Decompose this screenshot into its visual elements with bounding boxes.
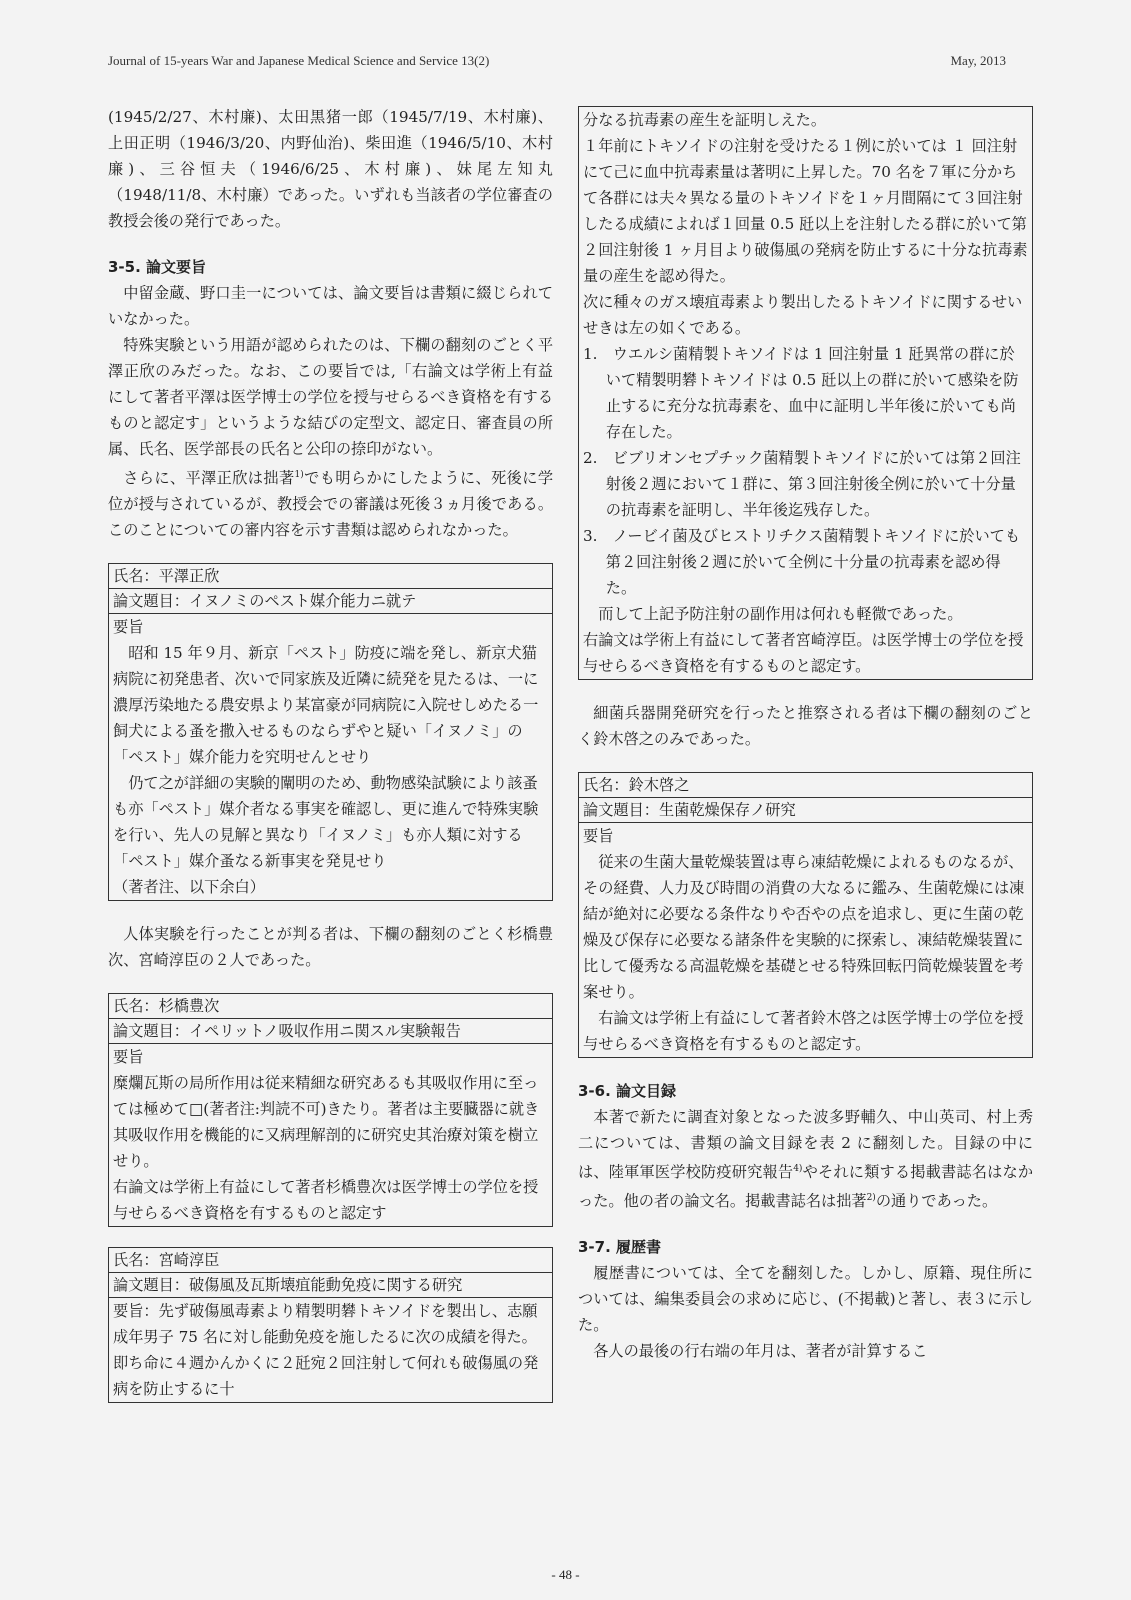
- box-label: 要旨: [113, 1048, 144, 1067]
- box-text: 昭和 15 年９月、新京「ペスト」防疫に端を発し、新京犬猫病院に初発患者、次いで同家族及近隣に続発を見たるは、一に濃厚汚染地たる農安県より某富豪が同病院に入院せしめたる一飼犬による蚤を撒入せるものならずやと疑い「イヌノミ」の「ペスト」媒介能力を究明せんとせり: [113, 644, 539, 767]
- paragraph: 各人の最後の行右端の年月は、著者が計算するこ: [593, 1342, 928, 1361]
- box-text: 右論文は学術上有益にして著者鈴木啓之は医学博士の学位を授与せらるべき資格を有するものと認定す。: [583, 1009, 1024, 1053]
- citation: 2): [866, 1193, 876, 1204]
- paragraph: 特殊実験という用語が認められたのは、下欄の翻刻のごとく平澤正欣のみだった。なお、この要旨では,「右論文は学術上有益にして著者平澤は医学博士の学位を授与せらるべき資格を有するものと認定す」というような結びの定型文、認定日、審査員の所属、氏名、医学部長の氏名と公印の捺印がない。: [108, 336, 553, 458]
- citation: 4): [793, 1164, 803, 1174]
- right-column: [578, 106, 1033, 1364]
- paragraph: さらに、平澤正欣は拙著$^{1)}$でも明らかにしたように、死後に学位が授与されているが、教授会での審議は死後３ヵ月後である。このことについての審内容を示す書類は認められなかった。: [108, 469, 554, 540]
- paragraph: 人体実験を行ったことが判る者は、下欄の翻刻のごとく杉橋豊次、宮崎淳臣の２人であった。: [108, 925, 553, 970]
- section-heading-3-7: 3-7. 履歴書: [578, 1238, 662, 1257]
- abstract-box-miyazaki: [108, 1247, 553, 1403]
- paragraph: 履歴書については、全てを翻刻した。しかし、原籍、現住所については、編集委員会の求めに応じ、(不掲載)と著し、表３に示した。: [578, 1264, 1033, 1335]
- box-title: 論文題目：破傷風及瓦斯壊疽能動免疫に関する研究: [109, 1273, 552, 1298]
- box-label: 要旨: [113, 618, 144, 637]
- box-label: 要旨: [583, 827, 614, 845]
- list-item: 1. ウエルシ菌精製トキソイドは 1 回注射量 1 瓩異常の群に於いて精製明礬トキソイドは 0.5 瓩以上の群に於いて感染を防止するに充分な抗毒素を、血中に証明し半年後に於いても尚存在した。: [583, 345, 1019, 441]
- box-text: 而して上記予防注射の副作用は何れも軽微であった。: [598, 605, 963, 623]
- journal-header: Journal of 15-years War and Japanese Medical Science and Service 13(2): [108, 53, 490, 68]
- box-name: 氏名：杉橋豊次: [109, 994, 552, 1019]
- date-header: May, 2013: [950, 53, 1006, 68]
- box-title: 論文題目：生菌乾燥保存ノ研究: [579, 798, 1032, 823]
- paragraph: 本著で新たに調査対象となった波多野輔久、中山英司、村上秀二については、書類の論文目録を表 2 に翻刻した。目録の中には、陸軍軍医学校防疫研究報告$^{4)}$やそれに類する掲載書誌名はなかった。他の者の論文名。掲載書誌名は拙著$^{2)}$の通りであった。: [578, 1108, 1034, 1211]
- box-text: （著者注、以下余白）: [113, 878, 265, 897]
- box-name: 氏名：平澤正欣: [109, 564, 552, 589]
- box-text: 糜爛瓦斯の局所作用は従来精細な研究あるも其吸収作用に至っては極めて□(著者注:判読不可)きたり。著者は主要臓器に就き其吸収作用を機能的に又病理解剖的に研究史其治療対策を樹立せり。: [113, 1074, 540, 1171]
- abstract-box-suzuki: [578, 772, 1033, 1058]
- box-text: 右論文は学術上有益にして著者杉橋豊次は医学博士の学位を授与せらるべき資格を有するものと認定す: [113, 1178, 539, 1223]
- box-title: 論文題目：イペリットノ吸収作用ニ関スル実験報告: [109, 1019, 552, 1044]
- abstract-box-hirasawa: [108, 563, 553, 901]
- page-number: - 48 -: [551, 1567, 580, 1582]
- box-title: 論文題目：イヌノミのペスト媒介能力ニ就テ: [109, 589, 552, 614]
- box-text: １年前にトキソイドの注射を受けたる１例に於いては １ 回注射にて己に血中抗毒素量は著明に上昇した。70 名を７軍に分かちて各群には夫々異なる量のトキソイドを１ヶ月間隔にて３回注射したる成績によれば１回量 0.5 瓩以上を注射したる群に於いて第２回注射後 1 ヶ月目より破傷風の発病を防止するに十分な抗毒素量の産生を認め得た。: [583, 137, 1028, 285]
- box-name: 氏名：鈴木啓之: [579, 773, 1032, 798]
- paragraph: (1945/2/27、木村廉)、太田黒猪一郎（1945/7/19、木村廉)、上田正明（1946/3/20、内野仙治)、柴田進（1946/5/10、木村廉)、三谷恒夫（1946/6/25、木村廉)、妹尾左知丸（1948/11/8、木村廉）であった。いずれも当該者の学位審査の教授会後の発行であった。: [108, 108, 553, 230]
- paragraph: 中留金蔵、野口圭一については、論文要旨は書類に綴じられていなかった。: [108, 284, 553, 328]
- section-heading-3-6: 3-6. 論文目録: [578, 1082, 677, 1100]
- box-text: 分なる抗毒素の産生を証明しえた。: [583, 111, 826, 129]
- section-heading-3-5: 3-5. 論文要旨: [108, 258, 207, 276]
- box-name: 氏名：宮崎淳臣: [109, 1248, 552, 1273]
- box-text: 要旨：先ず破傷風毒素より精製明礬トキソイドを製出し、志願成年男子 75 名に対し能動免疫を施したるに次の成績を得た。即ち命に４週かんかくに２瓩宛２回注射して何れも破傷風の発病を防止するに十: [113, 1302, 539, 1399]
- list-item: 2. ビブリオンセプチック菌精製トキソイドに於いては第２回注射後２週において１群に、第３回注射後全例に於いて十分量の抗毒素を証明し、半年後迄残存した。: [583, 449, 1021, 519]
- box-text: 次に種々のガス壊疽毒素より製出したるトキソイドに関するせいせきは左の如くである。: [583, 293, 1023, 337]
- abstract-box-sugihashi: [108, 993, 553, 1227]
- left-column: [108, 104, 553, 1403]
- paragraph: 細菌兵器開発研究を行ったと推察される者は下欄の翻刻のごとく鈴木啓之のみであった。: [578, 704, 1033, 748]
- list-item: 3. ノービイ菌及びヒストリチクス菌精製トキソイドに於いても第２回注射後２週に於いて全例に十分量の抗毒素を認め得た。: [583, 527, 1021, 597]
- box-text: 仍て之が詳細の実験的闡明のため、動物感染試験により該蚤も亦「ペスト」媒介者なる事実を確認し、更に進んで特殊実験を行い、先人の見解と異なり「イヌノミ」も亦人類に対する「ペスト」媒介蚤なる新事実を発見せり: [113, 774, 539, 871]
- citation: 1): [294, 470, 304, 480]
- box-text: 右論文は学術上有益にして著者宮崎淳臣。は医学博士の学位を授与せらるべき資格を有するものと認定す。: [583, 631, 1024, 675]
- abstract-box-miyazaki-continued: [578, 106, 1033, 680]
- box-text: 従来の生菌大量乾燥装置は専ら凍結乾燥によれるものなるが、その経費、人力及び時間の消費の大なるに鑑み、生菌乾燥には凍結が絶対に必要なる条件なりや否やの点を追求し、更に生菌の乾燥及び保存に必要なる諸条件を実験的に探索し、凍結乾燥装置に比して優秀なる高温乾燥を基礎とせる特殊回転円筒乾燥装置を考案せり。: [583, 853, 1025, 1001]
